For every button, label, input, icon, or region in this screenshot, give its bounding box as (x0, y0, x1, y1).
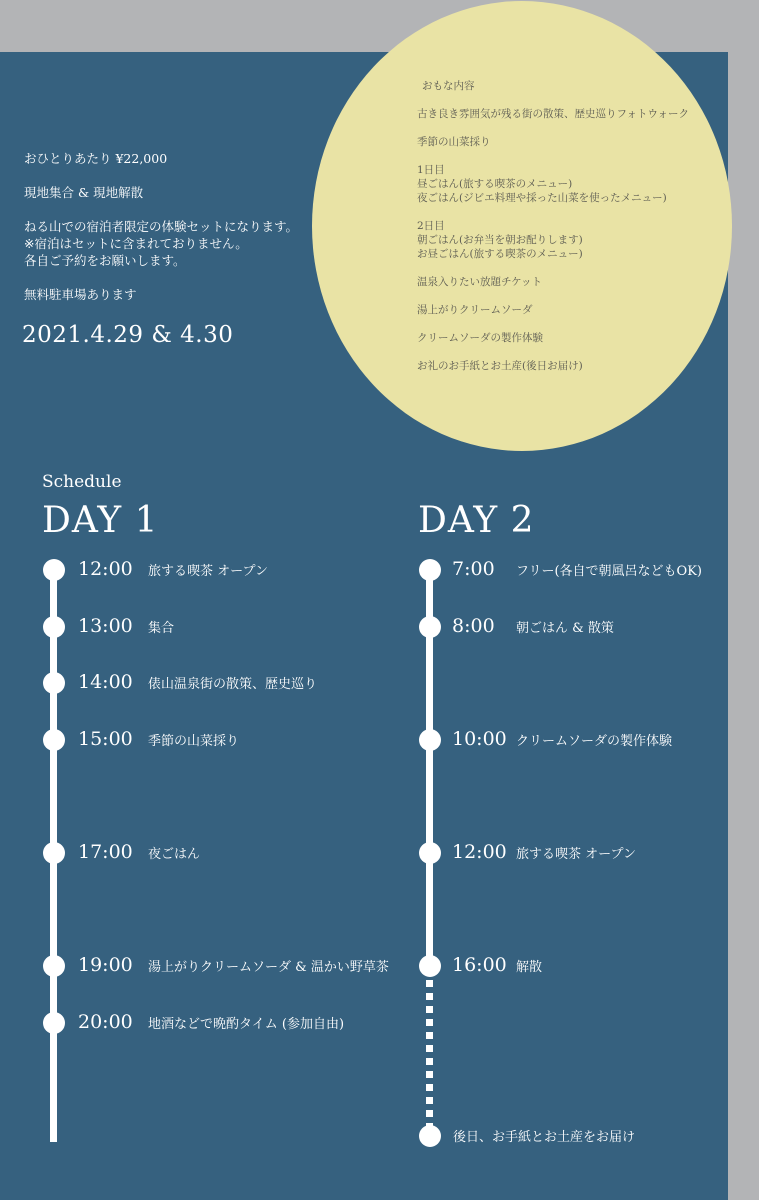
contents-circle (312, 1, 732, 451)
event-label: 俵山温泉街の散策、歴史巡り (148, 677, 318, 692)
day2-dotted-line (426, 980, 433, 1130)
timeline-node (419, 955, 441, 977)
timeline-node (419, 729, 441, 751)
timeline-node (43, 672, 65, 694)
timeline-node (43, 1012, 65, 1034)
contents-day2-breakfast: 朝ごはん(お弁当を朝お配りします) (417, 234, 583, 246)
contents-day2 (417, 219, 717, 261)
contents-day1-lunch: 昼ごはん(旅する喫茶のメニュー) (417, 178, 573, 190)
event-label: 旅する喫茶 オープン (516, 847, 636, 862)
event-label: 集合 (148, 621, 175, 636)
event-label: クリームソーダの製作体験 (516, 734, 673, 749)
contents-day2-heading: 2日目 (417, 220, 445, 232)
timeline-node (43, 616, 65, 638)
meeting-text: 現地集合 & 現地解散 (24, 185, 144, 200)
timeline-node (419, 842, 441, 864)
contents-ticket: 温泉入りたい放題チケット (417, 276, 543, 288)
contents-gift: お礼のお手紙とお土産(後日お届け) (417, 360, 583, 372)
contents-soda: 湯上がりクリームソーダ (417, 304, 533, 316)
event-label: フリー(各自で朝風呂などもOK) (516, 564, 702, 579)
timeline-node (43, 842, 65, 864)
event-label: 旅する喫茶 オープン (148, 564, 268, 579)
time-label: 17:00 (78, 841, 133, 863)
note-text (24, 218, 298, 269)
contents-day1 (417, 163, 717, 205)
event-label: 季節の山菜採り (148, 734, 240, 749)
event-label: 解散 (516, 960, 543, 975)
contents-day1-dinner: 夜ごはん(ジビエ料理や採った山菜を使ったメニュー) (417, 192, 667, 204)
time-label: 19:00 (78, 954, 133, 976)
timeline-node (43, 729, 65, 751)
time-label: 7:00 (452, 558, 495, 580)
event-label: 地酒などで晩酌タイム (参加自由) (148, 1017, 345, 1032)
contents-title: おもな内容 (422, 80, 475, 92)
timeline-node (419, 616, 441, 638)
contents-day2-lunch: お昼ごはん(旅する喫茶のメニュー) (417, 248, 583, 260)
time-label: 14:00 (78, 671, 133, 693)
event-info (24, 150, 298, 320)
timeline-node (419, 559, 441, 581)
timeline-node (43, 955, 65, 977)
contents-making: クリームソーダの製作体験 (417, 332, 543, 344)
timeline-node (419, 1125, 441, 1147)
event-date: 2021.4.29 & 4.30 (22, 322, 234, 348)
day1-title: DAY 1 (42, 500, 159, 541)
time-label: 12:00 (452, 841, 507, 863)
time-label: 20:00 (78, 1011, 133, 1033)
note-line: ねる山での宿泊者限定の体験セットになります。 (24, 219, 299, 234)
event-label: 朝ごはん & 散策 (516, 621, 614, 636)
event-label: 湯上がりクリームソーダ & 温かい野草茶 (148, 960, 389, 975)
note-line: 各自ご予約をお願いします。 (24, 253, 186, 268)
day2-title: DAY 2 (418, 500, 535, 541)
contents-day1-heading: 1日目 (417, 164, 445, 176)
time-label: 12:00 (78, 558, 133, 580)
price-text: おひとりあたり ¥22,000 (24, 151, 168, 166)
timeline-node (43, 559, 65, 581)
event-label: 夜ごはん (148, 847, 201, 862)
time-label: 15:00 (78, 728, 133, 750)
note-line: ※宿泊はセットに含まれておりません。 (24, 236, 248, 251)
final-event-label: 後日、お手紙とお土産をお届け (453, 1130, 636, 1145)
time-label: 8:00 (452, 615, 495, 637)
contents-walk: 古き良き雰囲気が残る街の散策、歴史巡りフォトウォーク (417, 108, 690, 120)
time-label: 10:00 (452, 728, 507, 750)
time-label: 13:00 (78, 615, 133, 637)
contents-list (417, 79, 717, 387)
parking-text: 無料駐車場あります (24, 287, 137, 302)
time-label: 16:00 (452, 954, 507, 976)
schedule-label: Schedule (42, 472, 122, 492)
contents-harvest: 季節の山菜採り (417, 136, 491, 148)
